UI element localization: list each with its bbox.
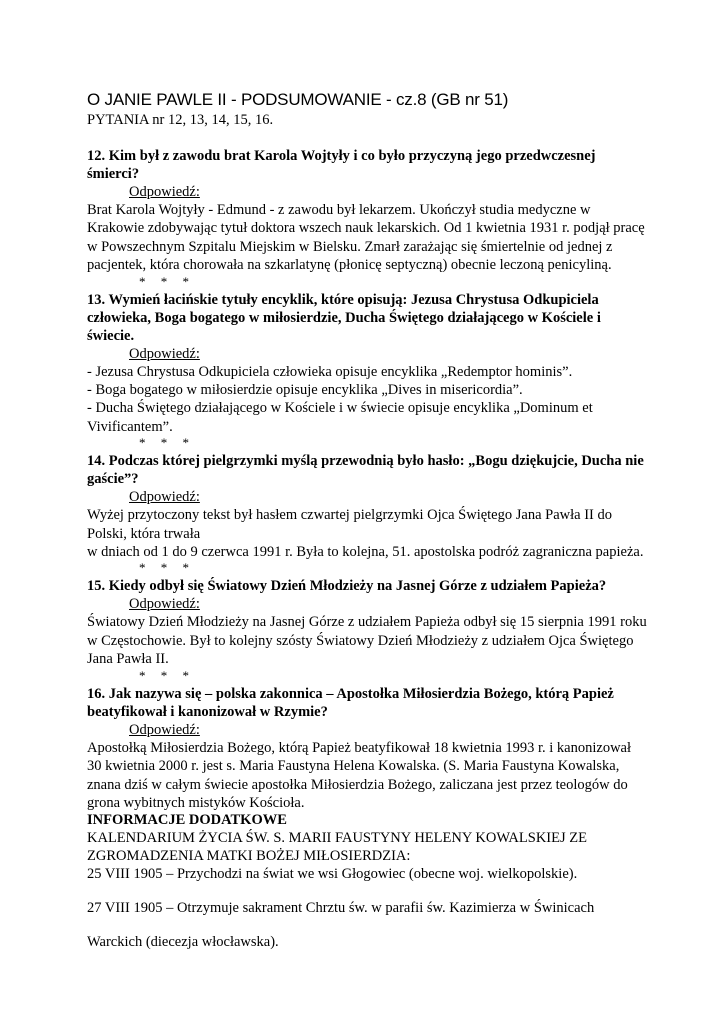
question-block (87, 291, 647, 450)
answer-text: Brat Karola Wojtyły - Edmund - z zawodu był lekarzem. Ukończył studia medyczne w Krakowie zdobywając tytuł doktora wszech nauk lekarskich. Od 1 kwietnia 1931 r. podjął pracę w Powszechnym Szpitalu Miejskim w Bielsku. Zmarł zarażając się śmiertelnie od jednej z pacjentek, która chorowała na szkarlatynę (płonicę septyczną) obecnie leczoną penicyliną. (87, 202, 645, 274)
separator: * * * (139, 435, 195, 451)
answer-text: Światowy Dzień Młodzieży na Jasnej Górze z udziałem Papieża odbył się 15 sierpnia 1991 roku w Częstochowie. Był to kolejny szósty Światowy Dzień Młodzieży z udziałem Ojca Świętego Jana Pawła II. (87, 614, 647, 668)
question-text: 12. Kim był z zawodu brat Karola Wojtyły i co było przyczyną jego przedwczesnej śmierci? (87, 148, 596, 182)
answer-label: Odpowiedź: (129, 596, 200, 613)
answer-label: Odpowiedź: (129, 345, 200, 362)
question-block (87, 452, 647, 574)
answer-text: - Boga bogatego w miłosierdzie opisuje encyklika „Dives in misericordia”. (87, 382, 523, 399)
answer-text: - Jezusa Chrystusa Odkupiciela człowieka opisuje encyklika „Redemptor hominis”. (87, 363, 573, 380)
question-text: 14. Podczas której pielgrzymki myślą przewodnią było hasło: „Bogu dziękujcie, Ducha nie gaście”? (87, 453, 644, 488)
question-text: 13. Wymień łacińskie tytuły encyklik, które opisują: Jezusa Chrystusa Odkupiciela człowieka, Boga bogatego w miłosierdzie, Ducha Świętego działającego w Kościele i świecie. (87, 291, 601, 344)
answer-text: - Ducha Świętego działającego w Kościele i w świecie opisuje encyklika „Dominum et Vivificantem”. (87, 400, 593, 435)
question-block (87, 577, 647, 681)
separator: * * * (139, 273, 195, 289)
answer-text: w dniach od 1 do 9 czerwca 1991 r. Była to kolejna, 51. apostolska podróż zagraniczna papieża. (87, 544, 644, 561)
separator: * * * (139, 667, 195, 683)
document-page (87, 89, 647, 959)
answer-label: Odpowiedź: (129, 721, 200, 738)
additional-info (87, 812, 647, 959)
answer-text: Apostołką Miłosierdzia Bożego, którą Papież beatyfikował 18 kwietnia 1993 r. i kanonizował 30 kwietnia 2000 r. jest s. Maria Faustyna Helena Kowalska. (S. Maria Faustyna Kowalska, znana dziś w całym świecie apostołka Miłosierdzia Bożego, zaliczana jest przez teologów do grona wybitnych mistyków Kościoła. (87, 739, 632, 811)
document-title: O JANIE PAWLE II - PODSUMOWANIE - cz.8 (GB nr 51) (87, 90, 509, 109)
answer-label: Odpowiedź: (129, 184, 200, 200)
document-subtitle: PYTANIA nr 12, 13, 14, 15, 16. (87, 112, 274, 128)
question-text: 15. Kiedy odbył się Światowy Dzień Młodzieży na Jasnej Górze z udziałem Papieża? (87, 578, 607, 595)
info-heading: INFORMACJE DODATKOWE (87, 812, 287, 829)
separator: * * * (139, 560, 195, 576)
calendar-entry: 27 VIII 1905 – Otrzymuje sakrament Chrztu św. w parafii św. Kazimierza w Świnicach Warckich (diecezja włocławska). (87, 900, 595, 951)
question-text: 16. Jak nazywa się – polska zakonnica – Apostołka Miłosierdzia Bożego, którą Papież beatyfikował i kanonizował w Rzymie? (87, 685, 614, 720)
answer-text: Wyżej przytoczony tekst był hasłem czwartej pielgrzymki Ojca Świętego Jana Pawła II do Polski, która trwała (87, 507, 612, 542)
question-block (87, 685, 647, 813)
question-block (87, 147, 647, 288)
calendar-title: KALENDARIUM ŻYCIA ŚW. S. MARII FAUSTYNY HELENY KOWALSKIEJ ZE ZGROMADZENIA MATKI BOŻEJ MIŁOSIERDZIA: (87, 830, 587, 865)
answer-label: Odpowiedź: (129, 489, 200, 506)
calendar-entry: 25 VIII 1905 – Przychodzi na świat we wsi Głogowiec (obecne woj. wielkopolskie). (87, 866, 578, 883)
